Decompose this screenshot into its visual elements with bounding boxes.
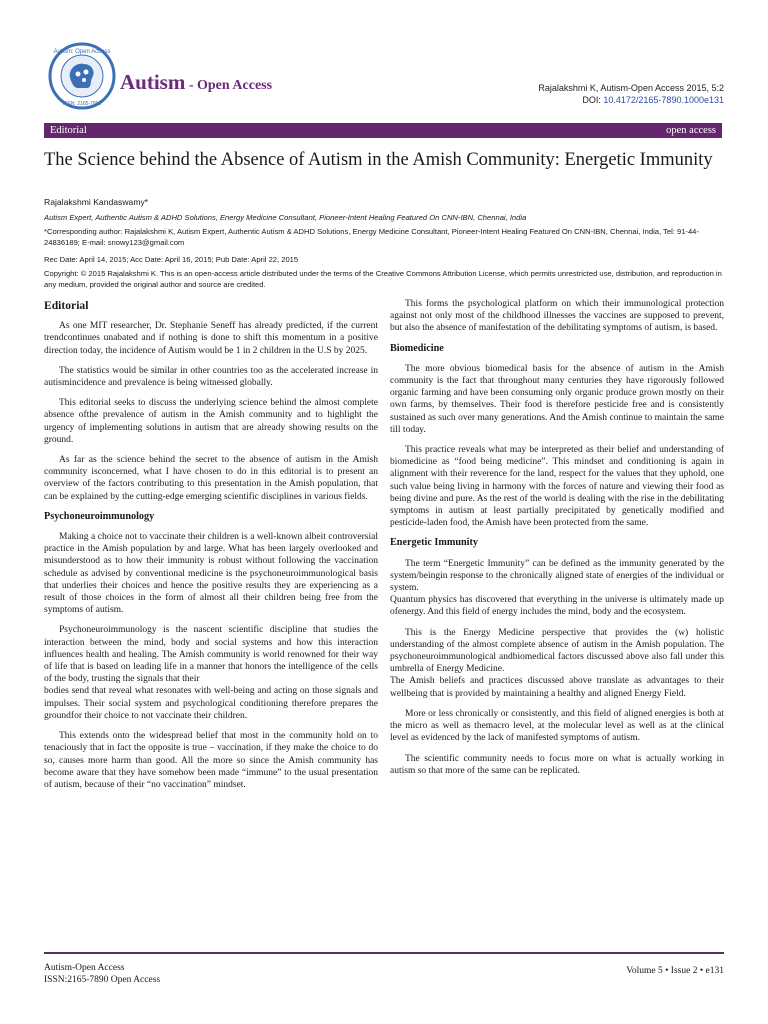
left-column xyxy=(44,298,378,799)
footer-journal-info xyxy=(44,962,160,986)
paragraph: The term “Energetic Immunity” can be defined as the immunity generated by the system/beingin response to the chronically aligned state of energies of the individual or system. xyxy=(390,558,724,594)
paragraph: Psychoneuroimmunology is the nascent scientific discipline that studies the interaction between the mind, body and social systems and how this interaction influences health and healing. The Amish community is world renowned for their way of life that is based on leading life in a manner that honors the intelligence of the cells of the body, trusting the signals that their xyxy=(44,625,378,685)
paragraph: The statistics would be similar in other countries too as the accelerated increase in autismincidence and prevalence is being witnessed globally. xyxy=(44,365,378,389)
svg-text:ISSN: 2165-7890: ISSN: 2165-7890 xyxy=(62,101,102,107)
footer-divider xyxy=(44,952,724,954)
article-type-label: Editorial xyxy=(50,125,87,136)
paragraph: The scientific community needs to focus more on what is actually working in autism so that more of the same can be replicated. xyxy=(390,753,724,776)
section-heading-editorial: Editorial xyxy=(44,299,89,312)
paragraph: bodies send that reveal what resonates with well-being and acting on those signals and impulses. Their social system and psychological conditioning therefore prepares the groundfor their choice to not vaccinate their children. xyxy=(44,686,378,721)
open-access-label: open access xyxy=(666,125,716,136)
paragraph: Making a choice not to vaccinate their children is a well-known albeit controversial practice in the Amish population by and large. What has been largely overlooked and misunderstood as to how their immunity is robust without following the vaccination schedule as advised by conventional medicine is the psychoneuroimmunological basis that underlies their choices and hence the positive results they are experiencing as a result of those choices in the form of almost all their children being free from the symptoms of autism. xyxy=(44,532,378,616)
journal-header xyxy=(44,40,724,116)
paragraph: The Amish beliefs and practices discussed above translate as advantages to their wellbeing that is provided by maintaining a healthy and aligned Energy Field. xyxy=(390,676,724,699)
author-name: Rajalakshmi Kandaswamy* xyxy=(44,197,149,207)
journal-title: Autism - Open Access xyxy=(120,70,273,94)
paragraph: The more obvious biomedical basis for the absence of autism in the Amish community is the fact that throughout many centuries they have rigorously followed organic farming and have been consuming only organic produce grown mostly on their own farms, by themselves. Their food is therefore pesticide free and is consistently sustained as such over many generations. And the Amish continue to maintain the same till today. xyxy=(390,363,724,435)
paragraph: More or less chronically or consistently, and this field of aligned energies is both at the micro as well as themacro level, at the molecular level as well as at the clinical level as evidenced by the lack of manifested symptoms of autism. xyxy=(390,708,724,744)
author-affiliation: Autism Expert, Authentic Autism & ADHD Solutions, Energy Medicine Consultant, Pioneer-Intent Healing Featured On CNN-IBN, Chennai, India xyxy=(44,213,527,222)
doi-link[interactable]: 10.4172/2165-7890.1000e131 xyxy=(603,95,724,105)
paragraph: This extends onto the widespread belief that most in the community hold on to tenaciously that in fact the opposite is true – vaccination, if they make the choice to do so, causes more harm than good. All the more so since the Amish community has become aware that they have somehow been made “immune” to the usual presentation of autism, because of their “no vaccination” mindset. xyxy=(44,731,378,790)
citation-block: Rajalakshmi K, Autism-Open Access 2015, 5:2 DOI: 10.4172/2165-7890.1000e131 xyxy=(538,83,724,105)
citation-line: Rajalakshmi K, Autism-Open Access 2015, 5:2 xyxy=(538,83,724,93)
paragraph: This forms the psychological platform on which their immunological protection against not only most of the childhood illnesses the vaccines are supposed to prevent, but also the absence of manifestation of the debilitating symptoms of autism, is based. xyxy=(390,299,724,334)
paragraph: This is the Energy Medicine perspective that provides the (w) holistic understanding of the almost complete absence of autism in the Amish population. The psychoneuroimmunological andbiomedical factors discussed above also fall under this umbrella of Energy Medicine. xyxy=(390,627,724,675)
section-heading-biomedicine: Biomedicine xyxy=(390,342,444,354)
section-heading-energetic-immunity: Energetic Immunity xyxy=(390,537,478,549)
footer-volume: Volume 5 • Issue 2 • e131 xyxy=(626,966,724,976)
section-heading-psychoneuroimmunology: Psychoneuroimmunology xyxy=(44,510,155,522)
article-type-bar xyxy=(44,123,722,138)
article-dates: Rec Date: April 14, 2015; Acc Date: April 16, 2015; Pub Date: April 22, 2015 xyxy=(44,255,299,264)
article-title: The Science behind the Absence of Autism in the Amish Community: Energetic Immunity xyxy=(44,150,713,170)
paragraph: This editorial seeks to discuss the underlying science behind the almost complete absence ofthe prevalence of autism in the Amish community and to highlight the urgency of implementing solutions in autism that are already showing results on the ground. xyxy=(44,398,378,445)
paragraph: Quantum physics has discovered that everything in the universe is ultimately made up ofenergy. And this field of energy includes the mind, body and the ecosystem. xyxy=(390,595,724,618)
paragraph: This practice reveals what may be interpreted as their belief and understanding of biomedicine as “food being medicine”. This mindset and conditioning is again in alignment with their reverence for the land, respect for the values that they uphold, one such value being living in harmony with the forces of nature and viewing their food as being divine and pure. As the rest of the world is dealing with the rise in the debilitating symptoms in autism at least partially precipitated by genetically modified and pesticide-laden food, the Amish have been protected from the same. xyxy=(390,445,725,529)
paragraph: As one MIT researcher, Dr. Stephanie Seneff has already predicted, if the current trendcontinues unabated and if nothing is done to shift this momentum in a positive direction today, the incidence of Autism would be 1 in 2 children in the U.S by 2025. xyxy=(44,321,378,356)
right-column xyxy=(390,298,724,785)
corresponding-author: *Corresponding author: Rajalakshmi K, Autism Expert, Authentic Autism & ADHD Solutions, Energy Medicine Consultant, Pioneer-Intent Healing Featured On CNN-IBN, Chennai, India, Tel: 91-44-24836189; E-mail: snowy123@gmail.com xyxy=(44,227,699,247)
journal-logo-icon xyxy=(48,42,116,110)
svg-text:Autism: Open Access: Autism: Open Access xyxy=(53,49,111,55)
footer-journal-name: Autism-Open Access xyxy=(44,963,125,973)
paragraph: As far as the science behind the secret to the absence of autism in the Amish community isconcerned, what I have chosen to do in this editorial is to present an overview of the factors contributing to this presentation in the Amish population, that can be explained by the cutting-edge emerging scientific disciplines in various fields. xyxy=(44,455,378,502)
footer-issn: ISSN:2165-7890 Open Access xyxy=(44,975,161,985)
copyright-notice: Copyright: © 2015 Rajalakshmi K. This is an open-access article distributed under the terms of the Creative Commons Attribution License, which permits unrestricted use, distribution, and reproduction in any medium, provided the original author and source are credited. xyxy=(44,269,722,289)
